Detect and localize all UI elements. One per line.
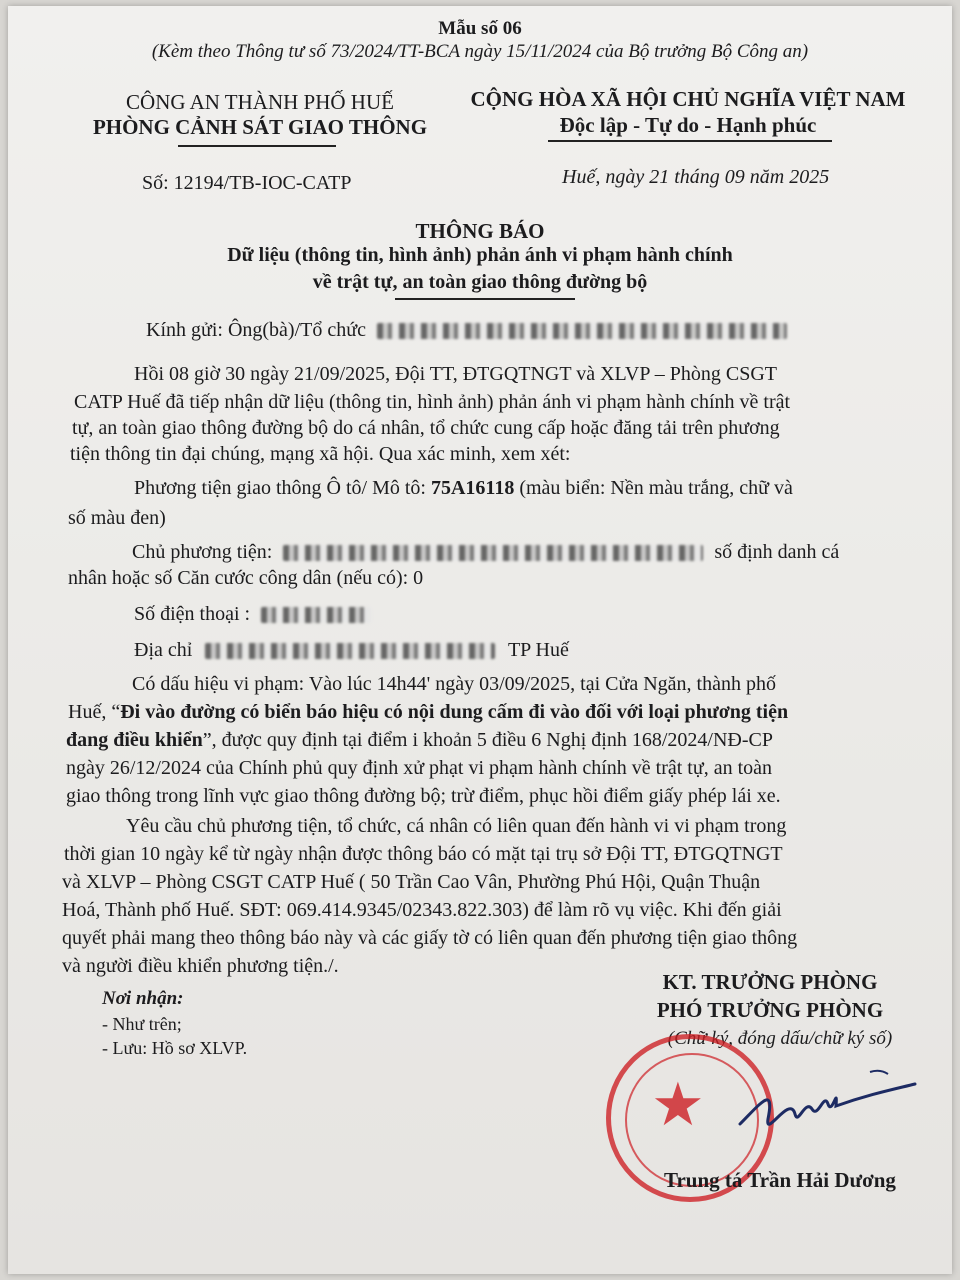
owner-line (132, 538, 839, 566)
agency-underline (178, 145, 336, 147)
subtitle-underline (395, 298, 575, 300)
motto-underline (548, 140, 832, 142)
document-number: Số: 12194/TB-IOC-CATP (142, 172, 352, 194)
recipient-item: - Lưu: Hồ sơ XLVP. (102, 1038, 248, 1058)
address-label: Địa chỉ (134, 639, 193, 661)
form-number: Mẫu số 06 (438, 18, 522, 39)
body-paragraph-1-line-3: tự, an toàn giao thông đường bộ do cá nhân, tổ chức cung cấp hoặc đăng tải trên phương (72, 417, 780, 439)
document-subtitle-2: về trật tự, an toàn giao thông đường bộ (312, 271, 648, 293)
plate-color-info: (màu biển: Nền màu trắng, chữ và (514, 477, 793, 499)
request-line-3: và XLVP – Phòng CSGT CATP Huế ( 50 Trần Cao Vân, Phường Phú Hội, Quận Thuận (62, 871, 761, 893)
violation-line-2 (68, 698, 788, 726)
redacted-owner-name (283, 545, 703, 561)
violation-line-4: ngày 26/12/2024 của Chính phủ quy định xử phạt vi phạm hành chính về trật tự, an toàn (66, 757, 773, 779)
star-icon: ★ (651, 1070, 705, 1140)
addressee-line (146, 316, 787, 344)
nation-name: CỘNG HÒA XÃ HỘI CHỦ NGHĨA VIỆT NAM (470, 87, 906, 111)
request-line-4: Hoá, Thành phố Huế. SĐT: 069.414.9345/02343.822.303) để làm rõ vụ việc. Khi đến giải (62, 899, 782, 921)
request-line-2: thời gian 10 ngày kể từ ngày nhận được thông báo có mặt tại trụ sở Đội TT, ĐTGQTNGT (64, 843, 783, 865)
signature-position: PHÓ TRƯỞNG PHÒNG (656, 998, 884, 1022)
violation-line-3 (66, 726, 773, 754)
phone-line (134, 600, 371, 628)
redacted-addressee (377, 323, 787, 339)
vehicle-line-2: số màu đen) (68, 507, 166, 529)
recipients-label: Nơi nhận: (102, 988, 184, 1009)
vehicle-label: Phương tiện giao thông Ô tô/ Mô tô: (134, 477, 431, 499)
license-plate: 75A16118 (430, 477, 515, 499)
addressee-label: Kính gửi: Ông(bà)/Tổ chức (146, 319, 366, 341)
document-subtitle-1: Dữ liệu (thông tin, hình ảnh) phản ánh vi phạm hành chính (227, 244, 733, 266)
signature-note: (Chữ ký, đóng dấu/chữ ký số) (667, 1028, 893, 1049)
handwritten-signature (720, 1064, 920, 1154)
vehicle-line (134, 474, 793, 502)
owner-line-2: nhân hoặc số Căn cước công dân (nếu có): 0 (68, 567, 424, 589)
place-date: Huế, ngày 21 tháng 09 năm 2025 (562, 166, 830, 188)
violation-line-1: Có dấu hiệu vi phạm: Vào lúc 14h44' ngày 03/09/2025, tại Cửa Ngăn, thành phố (132, 673, 776, 695)
form-reference: (Kèm theo Thông tư số 73/2024/TT-BCA ngày 15/11/2024 của Bộ trưởng Bộ Công an) (151, 41, 809, 62)
document-title: THÔNG BÁO (415, 219, 545, 243)
body-paragraph-1-line-1: Hồi 08 giờ 30 ngày 21/09/2025, Đội TT, ĐTGQTNGT và XLVP – Phòng CSGT (134, 363, 777, 385)
violation-description-end: đang điều khiển (66, 729, 203, 751)
agency-name: CÔNG AN THÀNH PHỐ HUẾ (126, 90, 394, 114)
body-paragraph-1-line-4: tiện thông tin đại chúng, mạng xã hội. Qua xác minh, xem xét: (70, 443, 571, 465)
request-line-5: quyết phải mang theo thông báo này và các giấy tờ có liên quan đến phương tiện giao thông (62, 927, 798, 949)
violation-legal-basis: ”, được quy định tại điểm i khoản 5 điều 6 Nghị định 168/2024/NĐ-CP (202, 729, 773, 751)
nation-motto: Độc lập - Tự do - Hạnh phúc (559, 113, 817, 137)
signer-name: Trung tá Trần Hải Dương (664, 1168, 896, 1192)
request-line-6: và người điều khiển phương tiện./. (62, 955, 339, 977)
signature-title: KT. TRƯỞNG PHÒNG (662, 970, 878, 994)
address-line (134, 636, 569, 664)
owner-id-label: số định danh cá (714, 541, 840, 563)
recipient-item: - Như trên; (102, 1014, 182, 1034)
address-city: TP Huế (507, 639, 569, 661)
agency-department: PHÒNG CẢNH SÁT GIAO THÔNG (92, 115, 428, 139)
owner-label: Chủ phương tiện: (132, 541, 273, 563)
redacted-phone (261, 607, 371, 623)
violation-prefix: Huế, “ (68, 701, 121, 723)
violation-line-5: giao thông trong lĩnh vực giao thông đường bộ; trừ điểm, phục hồi điểm giấy phép lái xe. (66, 785, 781, 807)
request-line-1: Yêu cầu chủ phương tiện, tổ chức, cá nhân có liên quan đến hành vi vi phạm trong (126, 815, 787, 837)
redacted-address (205, 643, 495, 659)
phone-label: Số điện thoại : (134, 603, 251, 625)
body-paragraph-1-line-2: CATP Huế đã tiếp nhận dữ liệu (thông tin, hình ảnh) phản ánh vi phạm hành chính về trật (74, 391, 791, 413)
violation-description: Đi vào đường có biển báo hiệu có nội dung cấm đi vào đối với loại phương tiện (120, 701, 789, 723)
